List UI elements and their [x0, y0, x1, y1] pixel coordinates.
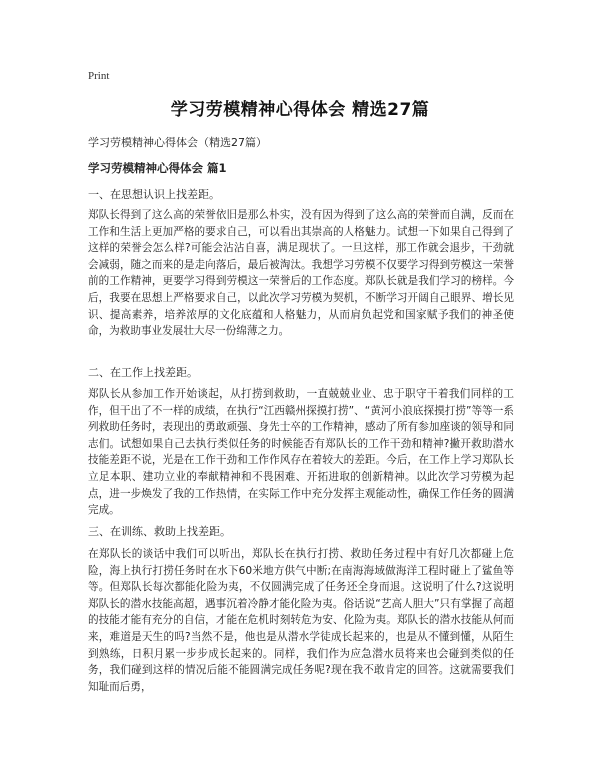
point-heading-3: 三、在训练、救助上找差距。 — [88, 525, 231, 538]
point-paragraph-2: 郑队长从参加工作开始谈起，从打捞到救助，一直兢兢业业、忠于职守干着我们同样的工作，但干出了不一样的成绩，在执行“江西赣州探摸打捞”、“黄河小浪底探摸打捞”等等一系列救助任务时，表现出的勇敢顽强、身先士卒的工作精神，感动了所有参加座谈的领导和同志们。试想如果自己去执行类似任务的时候能否有郑队长的工作干劲和精神?撇开救助潜水技能差距不说，光是在工作干劲和工作作风存在着较大的差距。今后，在工作上学习郑队长立足本职、建功立业的奉献精神和不畏困难、开拓进取的创新精神。以此次学习劳模为起点，进一步焕发了我的工作热情，在实际工作中充分发挥主观能动性，确保工作任务的圆满完成。 — [88, 388, 514, 517]
point-heading-2: 二、在工作上找差距。 — [88, 366, 198, 379]
point-heading-1: 一、在思想认识上找差距。 — [88, 188, 220, 201]
point-paragraph-1: 郑队长得到了这么高的荣誉依旧是那么朴实，没有因为得到了这么高的荣誉而自满，反而在工作和生活上更加严格的要求自己，可以看出其崇高的人格魅力。试想一下如果自己得到了这样的荣誉会怎么样?可能会沾沾自喜，满足现状了。一旦这样，那工作就会退步，干劲就会减弱，随之而来的是走向落后，最后被淘汰。我想学习劳模不仅要学习得到劳模这一荣誉前的工作精神，更要学习得到劳模这一荣誉后的工作态度。郑队长就是我们学习的榜样。今后，我要在思想上严格要求自己，以此次学习劳模为契机，不断学习开阔自己眼界、增长见识、提高素养，培养浓厚的文化底蕴和人格魅力，从而肩负起党和国家赋予我们的神圣使命，为救助事业发展壮大尽一份绵薄之力。 — [88, 209, 514, 338]
document-subtitle: 学习劳模精神心得体会（精选27篇） — [88, 136, 267, 149]
print-link[interactable]: Print — [88, 70, 110, 82]
page-title: 学习劳模精神心得体会 精选27篇 — [170, 100, 430, 120]
point-paragraph-3: 在郑队长的谈话中我们可以听出，郑队长在执行打捞、救助任务过程中有好几次都碰上危险，海上执行打捞任务时在水下60米地方供气中断;在南海海域做海洋工程时碰上了鲨鱼等等。但郑队长每次都能化险为夷，不仅圆满完成了任务还全身而退。这说明了什么?这说明郑队长的潜水技能高超，遇事沉着冷静才能化险为夷。俗话说“艺高人胆大”只有掌握了高超的技能才能有充分的自信，才能在危机时刻转危为安、化险为夷。郑队长的潜水技能从何而来，难道是天生的吗?当然不是，他也是从潜水学徒成长起来的，也是从不懂到懂，从陌生到熟练，日积月累一步步成长起来的。同样，我们作为应急潜水员将来也会碰到类似的任务，我们碰到这样的情况后能不能圆满完成任务呢?现在我不敢肯定的回答。这就需要我们知耻而后勇， — [88, 548, 514, 693]
section-heading: 学习劳模精神心得体会 篇1 — [88, 161, 227, 175]
